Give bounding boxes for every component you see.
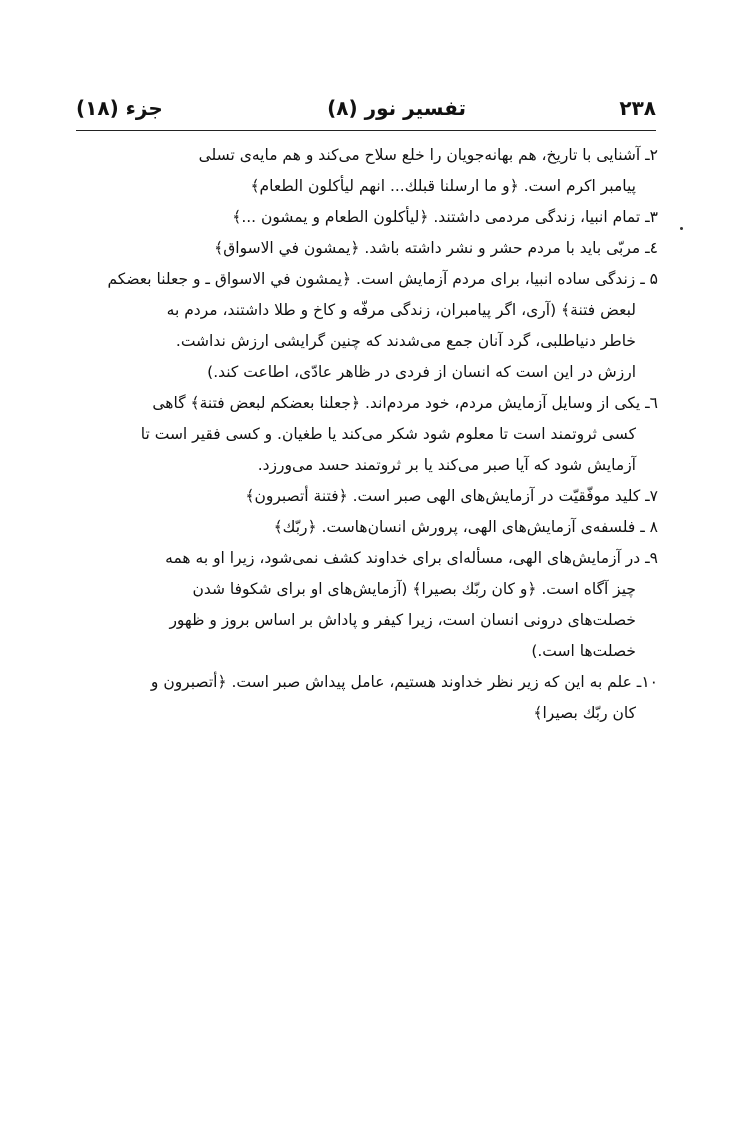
item-text: پیامبر اکرم است. ﴿و ما ارسلنا قبلك... انهم ليأكلون الطعام﴾ <box>250 177 636 195</box>
juz-label: جزء (۱۸) <box>76 96 163 120</box>
margin-dot <box>680 227 683 230</box>
item-text: ۷ـ کلید موفّقیّت در آزمایش‌های الهی صبر است. ﴿فتنة أتصبرون﴾ <box>245 487 658 505</box>
item-text: ۳ـ تمام انبیا، زندگی مردمی داشتند. ﴿ليأكلون الطعام و يمشون ...﴾ <box>232 208 658 226</box>
page-number: ۲۳۸ <box>619 96 656 120</box>
commentary-body <box>74 140 658 729</box>
item-text: ۸ ـ فلسفه‌ی آزمایش‌های الهی، پرورش انسان‌هاست. ﴿ربّك﴾ <box>273 518 658 536</box>
item-text: چیز آگاه است. ﴿و كان ربّك بصيرا﴾ (آزمایش‌های او برای شکوفا شدن <box>192 580 636 598</box>
item-text: كان ربّك بصيرا﴾ <box>533 704 636 722</box>
item-text: ٦ـ یکی از وسایل آزمایش مردم، خود مردم‌اند. ﴿جعلنا بعضكم لبعض فتنة﴾ گاهی <box>152 394 658 412</box>
item-text: ٤ـ مربّی باید با مردم حشر و نشر داشته باشد. ﴿يمشون في الاسواق﴾ <box>214 239 658 257</box>
item-text: ارزش در این است که انسان از فردی در ظاهر عادّی، اطاعت کند.) <box>207 363 636 381</box>
item-text: خاطر دنیاطلبی، گرد آنان جمع می‌شدند که چنین گرایشی ارزش نداشت. <box>175 332 636 350</box>
list-item <box>74 140 658 202</box>
item-text: ۲ـ آشنایی با تاریخ، هم بهانه‌جویان را خلع سلاح می‌کند و هم مایه‌ی تسلی <box>198 146 658 164</box>
list-item <box>74 233 658 264</box>
page-header <box>76 92 656 124</box>
item-text: لبعض فتنة﴾ (آری، اگر پیامبران، زندگی مرفّه و کاخ و طلا داشتند، مردم به <box>166 301 636 319</box>
item-text: کسی ثروتمند است تا معلوم شود شکر می‌کند یا طغیان. و کسی فقیر است تا <box>140 425 636 443</box>
item-text: خصلت‌های درونی انسان است، زیرا کیفر و پاداش بر اساس بروز و ظهور <box>169 611 636 629</box>
list-item <box>74 512 658 543</box>
item-text: آزمایش شود که آیا صبر می‌کند یا بر ثروتمند حسد می‌ورزد. <box>257 456 636 474</box>
item-text: ۵ ـ زندگی ساده انبیا، برای مردم آزمایش است. ﴿يمشون في الاسواق ـ و جعلنا بعضكم <box>107 270 658 288</box>
running-title: تفسیر نور (۸) <box>327 96 466 120</box>
header-rule <box>76 130 656 131</box>
list-item <box>74 388 658 481</box>
item-text: خصلت‌ها است.) <box>531 642 636 660</box>
item-text: ۱۰ـ علم به این که زیر نظر خداوند هستیم، عامل پیداش صبر است. ﴿أتصبرون و <box>150 673 658 691</box>
item-text: ۹ـ در آزمایش‌های الهی، مسأله‌ای برای خداوند کشف نمی‌شود، زیرا او به همه <box>165 549 658 567</box>
list-item <box>74 264 658 388</box>
list-item <box>74 481 658 512</box>
list-item <box>74 667 658 729</box>
list-item <box>74 543 658 667</box>
list-item <box>74 202 658 233</box>
